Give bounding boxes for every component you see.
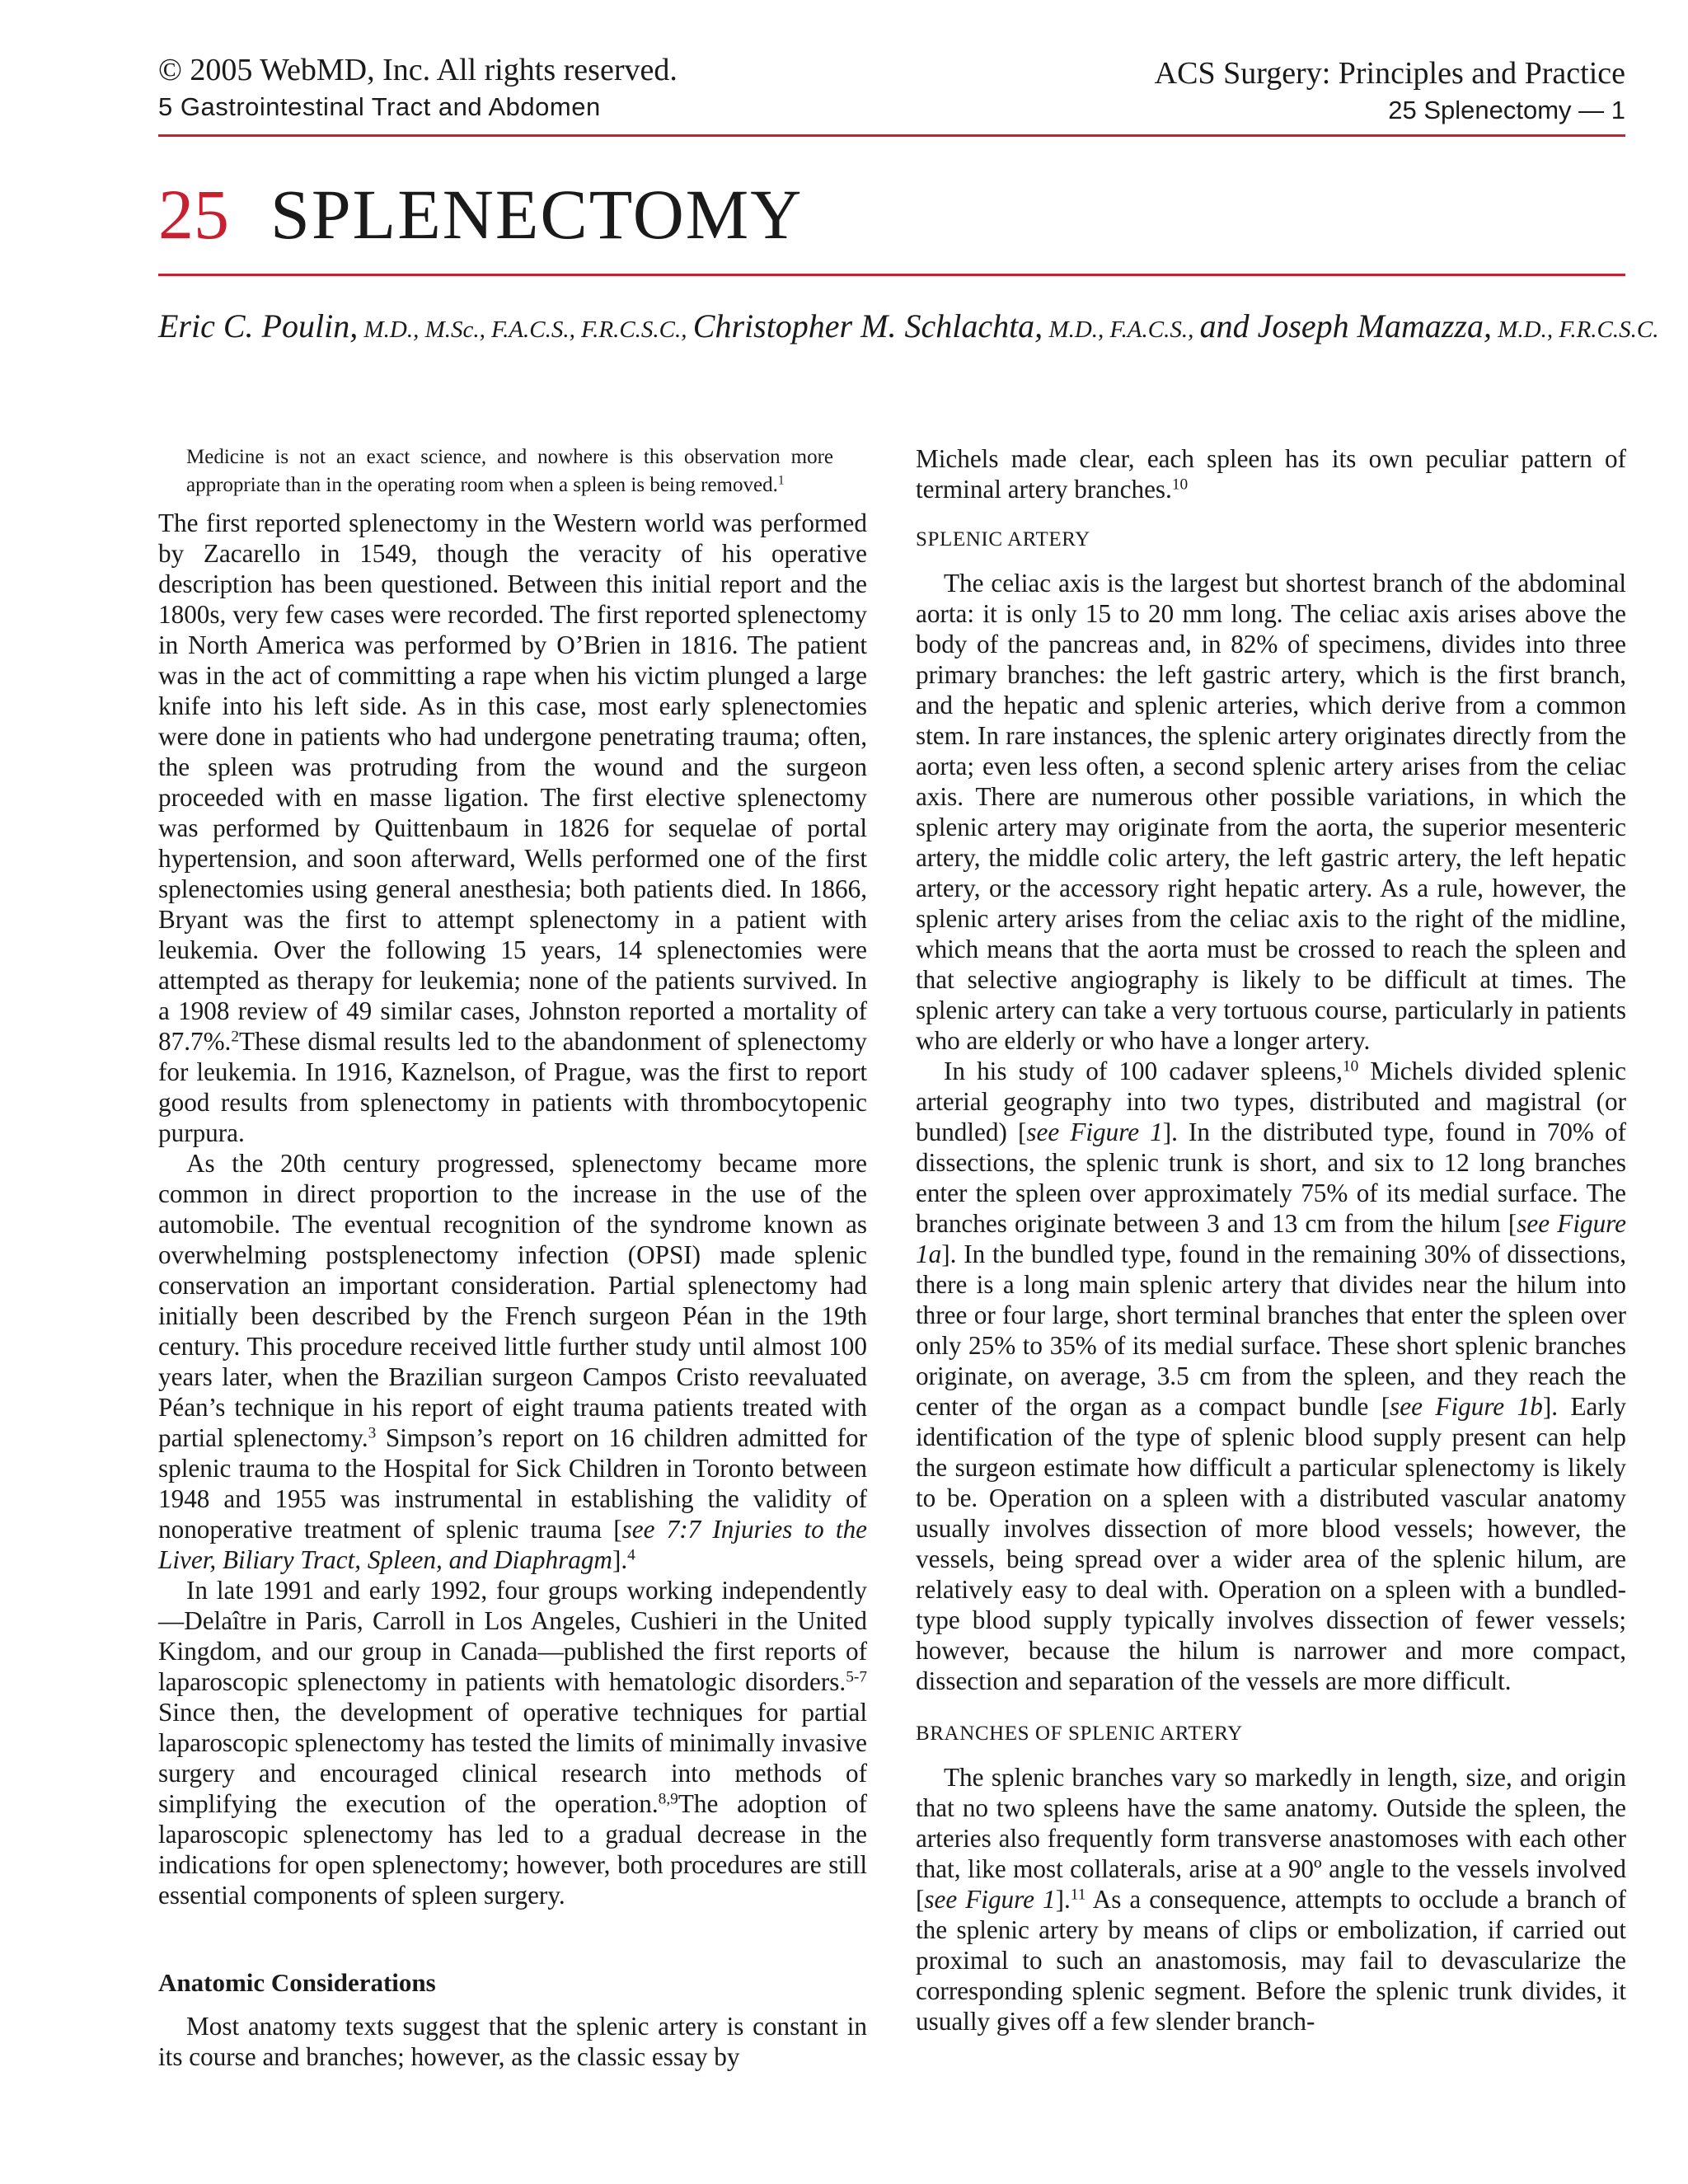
paragraph-text: ]. — [612, 1545, 628, 1574]
body-paragraph — [158, 508, 867, 1148]
section-label: 5 Gastrointestinal Tract and Abdomen — [158, 92, 601, 121]
left-column — [158, 443, 867, 2072]
figure-reference: see Figure 1 — [924, 1885, 1056, 1914]
reference-superscript: 4 — [627, 1546, 635, 1564]
reference-superscript: 10 — [1171, 476, 1189, 494]
subsection-heading: BRANCHES OF SPLENIC ARTERY — [916, 1722, 1243, 1745]
author-name: Joseph Mamazza, — [1257, 307, 1492, 344]
body-paragraph — [916, 443, 1626, 504]
reference-superscript: 11 — [1070, 1886, 1086, 1904]
paragraph-text: Simpson’s report on 16 children admitted for splenic trauma to the Hospital for Sick Children in Toronto between 1948 and 1955 was instrumental in establishing the validity of nonoperative treatment of splenic trauma [ — [158, 1423, 867, 1544]
author-degrees: M.D., M.Sc., F.A.C.S., F.R.C.S.C., — [358, 316, 693, 343]
epigraph — [186, 443, 833, 499]
figure-reference: see Figure 1a — [916, 1209, 1626, 1268]
subsection-heading: SPLENIC ARTERY — [916, 528, 1090, 551]
paragraph-text: ]. In the bundled type, found in the remaining 30% of dissections, there is a long main splenic artery that divides near the hilum into three or four large, short terminal branches that enter the spleen over only 25% to 35% of its medial surface. These short splenic branches originate, on average, 3.5 cm from the spleen, and they reach the center of the organ as a compact bundle [ — [916, 1240, 1626, 1421]
running-header-right — [1155, 54, 1625, 129]
paragraph-text: Michels divided splenic arterial geography into two types, distributed and magistral (or bundled) [ — [916, 1057, 1626, 1146]
paragraph-text: As a consequence, attempts to occlude a branch of the splenic artery by means of clips or embolization, if carried out proximal to such an anastomosis, may fail to devascularize the corresponding splenic segment. Before the splenic trunk divides, it usually gives off a few slender branch- — [916, 1885, 1626, 2036]
figure-reference: see Figure 1 — [1026, 1118, 1163, 1146]
body-paragraph — [158, 1148, 867, 1575]
paragraph-text: The first reported splenectomy in the Western world was performed by Zacarello in 1549, though the veracity of his operative description has been questioned. Between this initial report and the 1800s, very few cases were recorded. The first reported splenectomy in North America was performed by O’Brien in 1816. The patient was in the act of committing a rape when his victim plunged a large knife into his left side. As in this case, most early splenectomies were done in patients who had undergone penetrating trauma; often, the spleen was protruding from the wound and the surgeon proceeded with en masse ligation. The first elective splenectomy was performed by Quittenbaum in 1826 for sequelae of portal hypertension, and soon afterward, Wells performed one of the first splenectomies using general anesthesia; both patients died. In 1866, Bryant was the first to attempt splenectomy in a patient with leukemia. Over the following 15 years, 14 splenectomies were attempted as therapy for leukemia; none of the patients survived. In a 1908 review of 49 similar cases, Johnston reported a mortality of 87.7%. — [158, 509, 867, 1056]
body-paragraph: The celiac axis is the largest but shortest branch of the abdominal aorta: it is only 15 to 20 mm long. The celiac axis arises above the body of the pancreas and, in 82% of specimens, divides into three primary branches: the left gastric artery, which is the first branch, and the hepatic and splenic arteries, which derive from a common stem. In rare instances, the splenic artery originates directly from the aorta; even less often, a second splenic artery arises from the celiac axis. There are numerous other possible variations, in which the splenic artery may originate from the aorta, the superior mesenteric artery, the middle colic artery, the left gastric artery, the left hepatic artery, or the accessory right hepatic artery. As a rule, however, the splenic artery arises from the celiac axis to the right of the midline, which means that the aorta must be crossed to reach the spleen and that selective angiography is likely to be difficult at times. The splenic artery can take a very tortuous course, particularly in patients who are elderly or who have a longer artery. — [916, 569, 1626, 1055]
paragraph-text: Michels made clear, each spleen has its own peculiar pattern of terminal artery branches. — [916, 444, 1626, 504]
paragraph-text: In his study of 100 cadaver spleens, — [944, 1057, 1343, 1085]
epigraph-text: Medicine is not an exact science, and nowhere is this observation more appropriate than in the operating room when a spleen is being removed. — [186, 446, 833, 496]
paragraph-text: Since then, the development of operative techniques for partial laparoscopic splenectomy has tested the limits of minimally invasive surgery and encouraged clinical research into methods of simplifying the execution of the operation. — [158, 1698, 867, 1818]
author-degrees: M.D., F.R.C.S.C. — [1492, 316, 1659, 343]
reference-superscript: 10 — [1342, 1057, 1359, 1076]
copyright-notice: © 2005 WebMD, Inc. All rights reserved. — [158, 53, 678, 87]
paragraph-text: The adoption of laparoscopic splenectomy has led to a gradual decrease in the indications for open splenectomy; however, both procedures are still essential components of spleen surgery. — [158, 1789, 867, 1910]
body-paragraph — [158, 1575, 867, 1910]
cross-reference: see 7:7 Injuries to the Liver, Biliary Tract, Spleen, and Diaphragm — [158, 1515, 868, 1574]
paragraph-text: ]. In the distributed type, found in 70% of dissections, the splenic trunk is short, and six to 12 long branches enter the spleen over approximately 75% of its medial surface. The branches originate between 3 and 13 cm from the hilum [ — [916, 1118, 1627, 1238]
body-paragraph — [916, 1762, 1626, 2036]
body-paragraph — [916, 1056, 1626, 1696]
reference-superscript: 1 — [777, 473, 785, 488]
reference-superscript: 3 — [368, 1424, 377, 1442]
reference-superscript: 2 — [231, 1028, 240, 1046]
chapter-number: 25 — [158, 175, 229, 254]
header-rule — [158, 134, 1625, 137]
book-title: ACS Surgery: Principles and Practice — [1154, 56, 1625, 91]
reference-superscript: 8,9 — [658, 1790, 678, 1808]
author-degrees: M.D., F.A.C.S., — [1043, 316, 1200, 343]
section-heading: Anatomic Considerations — [158, 1968, 436, 1997]
running-header-left — [158, 51, 678, 125]
author-name: Eric C. Poulin, — [158, 307, 359, 344]
chapter-page-ref: 25 Splenectomy — 1 — [1388, 96, 1625, 124]
paragraph-text: The splenic branches vary so markedly in length, size, and origin that no two spleens have the same anatomy. Outside the spleen, the arteries also frequently form transverse anastomoses with each other that, like most collaterals, arise at a 90º angle to the vessels involved [ — [916, 1763, 1626, 1914]
paragraph-text: As the 20th century progressed, splenectomy became more common in direct proportion to the increase in the use of the automobile. The eventual recognition of the syndrome known as overwhelming postsplenectomy infection (OPSI) made splenic conservation an important consideration. Partial splenectomy had initially been described by the French surgeon Péan in the 19th century. This procedure received little further study until almost 100 years later, when the Brazilian surgeon Campos Cristo reevaluated Péan’s technique in his report of eight trauma patients treated with partial splenectomy. — [158, 1149, 867, 1452]
body-paragraph: Most anatomy texts suggest that the splenic artery is constant in its course and branches; however, as the classic essay by — [158, 2012, 867, 2071]
paragraph-text: ]. — [1055, 1885, 1071, 1914]
paragraph-text: In late 1991 and early 1992, four groups working independently—Delaître in Paris, Carroll in Los Angeles, Cushieri in the United Kingdom, and our group in Canada—published the first reports of laparoscopic splenectomy in patients with hematologic disorders. — [158, 1576, 867, 1696]
reference-superscript: 5-7 — [846, 1668, 867, 1686]
author-name: Christopher M. Schlachta, — [692, 307, 1043, 344]
paragraph-text: These dismal results led to the abandonment of splenectomy for leukemia. In 1916, Kaznelson, of Prague, was the first to report good results from splenectomy in patients with thrombocytopenic purpura. — [158, 1027, 867, 1147]
author-line — [158, 303, 1658, 353]
title-rule — [158, 274, 1625, 276]
author-conjunction: and — [1199, 307, 1258, 344]
right-column — [916, 443, 1626, 2036]
figure-reference: see Figure 1b — [1390, 1392, 1543, 1421]
paragraph-text: ]. Early identification of the type of splenic blood supply present can help the surgeon estimate how difficult a particular splenectomy is likely to be. Operation on a spleen with a distributed vascular anatomy usually involves dissection of more blood vessels; however, the vessels, being spread over a wider area of the splenic hilum, are relatively easy to deal with. Operation on a spleen with a bundled-type blood supply typically involves dissection of fewer vessels; however, because the hilum is narrower and more compact, dissection and separation of the vessels are more difficult. — [916, 1392, 1626, 1695]
chapter-name: SPLENECTOMY — [270, 175, 804, 254]
chapter-title — [158, 169, 803, 260]
